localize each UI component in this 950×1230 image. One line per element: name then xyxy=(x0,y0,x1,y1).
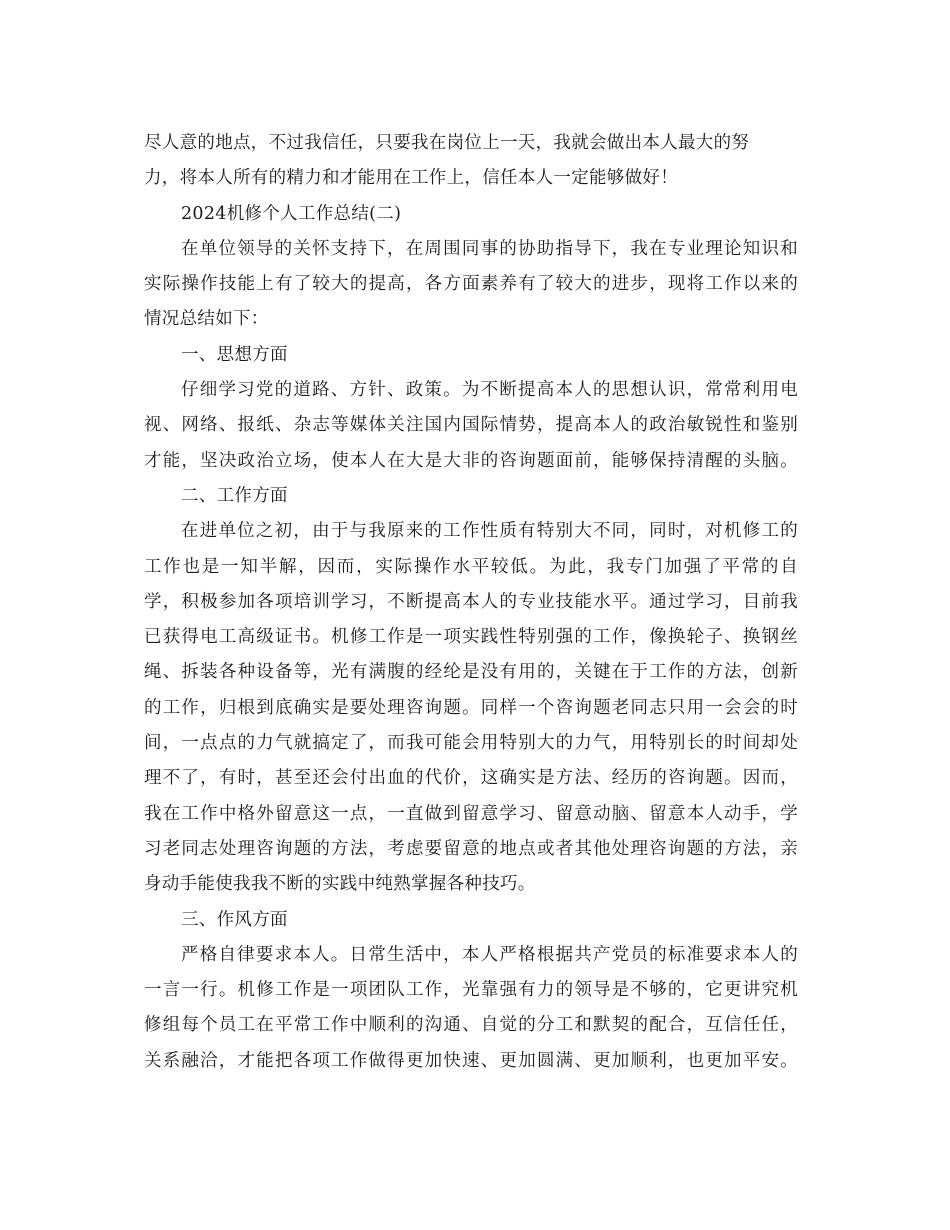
text-line: 修组每个员工在平常工作中顺利的沟通、自觉的分工和默契的配合，互信任任， xyxy=(144,1015,798,1036)
text-line: 实际操作技能上有了较大的提高，各方面素养有了较大的进步，现将工作以来的 xyxy=(144,274,798,295)
text-line: 的工作，归根到底确实是要处理咨询题。同样一个咨询题老同志只用一会会的时 xyxy=(144,697,798,718)
text-line: 关系融洽，才能把各项工作做得更加快速、更加圆满、更加顺利，也更加平安。 xyxy=(144,1050,798,1071)
text-line: 习老同志处理咨询题的方法，考虑要留意的地点或者其他处理咨询题的方法，亲 xyxy=(144,838,798,859)
text-line: 尽人意的地点，不过我信任，只要我在岗位上一天，我就会做出本人最大的努 xyxy=(144,133,750,153)
text-line: 工作也是一知半解，因而，实际操作水平较低。为此，我专门加强了平常的自 xyxy=(144,556,798,577)
text-line: 情况总结如下： xyxy=(144,309,269,330)
text-line: 三、作风方面 xyxy=(181,909,288,930)
text-line: 严格自律要求本人。日常生活中，本人严格根据共产党员的标准要求本人的 xyxy=(181,944,798,965)
text-line: 身动手能使我我不断的实践中纯熟掌握各种技巧。 xyxy=(144,874,536,895)
text-line: 间，一点点的力气就搞定了，而我可能会用特别大的力气，用特别长的时间却处 xyxy=(144,733,798,754)
text-line: 仔细学习党的道路、方针、政策。为不断提高本人的思想认识，常常利用电 xyxy=(181,380,798,401)
text-line: 力，将本人所有的精力和才能用在工作上，信任本人一定能够做好！ xyxy=(144,168,678,189)
text-line: 2024机修个人工作总结(二) xyxy=(181,203,402,224)
text-line: 理不了，有时，甚至还会付出血的代价，这确实是方法、经历的咨询题。因而， xyxy=(144,768,798,789)
text-line: 视、网络、报纸、杂志等媒体关注国内国际情势，提高本人的政治敏锐性和鉴别 xyxy=(144,415,798,436)
text-line: 已获得电工高级证书。机修工作是一项实践性特别强的工作，像换轮子、换钢丝 xyxy=(144,627,798,648)
document-page xyxy=(144,126,798,1079)
text-line: 在进单位之初，由于与我原来的工作性质有特别大不同，同时，对机修工的 xyxy=(181,521,798,542)
text-line: 在单位领导的关怀支持下，在周围同事的协助指导下，我在专业理论知识和 xyxy=(181,238,798,259)
text-line: 二、工作方面 xyxy=(181,485,288,506)
text-line: 我在工作中格外留意这一点，一直做到留意学习、留意动脑、留意本人动手，学 xyxy=(144,803,798,824)
text-line: 才能，坚决政治立场，使本人在大是大非的咨询题面前，能够保持清醒的头脑。 xyxy=(144,450,798,471)
text-line: 一、思想方面 xyxy=(181,344,288,365)
text-line: 一言一行。机修工作是一项团队工作，光靠强有力的领导是不够的，它更讲究机 xyxy=(144,980,798,1001)
text-line: 绳、拆装各种设备等，光有满腹的经纶是没有用的，关键在于工作的方法，创新 xyxy=(144,662,798,683)
text-line: 学，积极参加各项培训学习，不断提高本人的专业技能水平。通过学习，目前我 xyxy=(144,591,798,612)
